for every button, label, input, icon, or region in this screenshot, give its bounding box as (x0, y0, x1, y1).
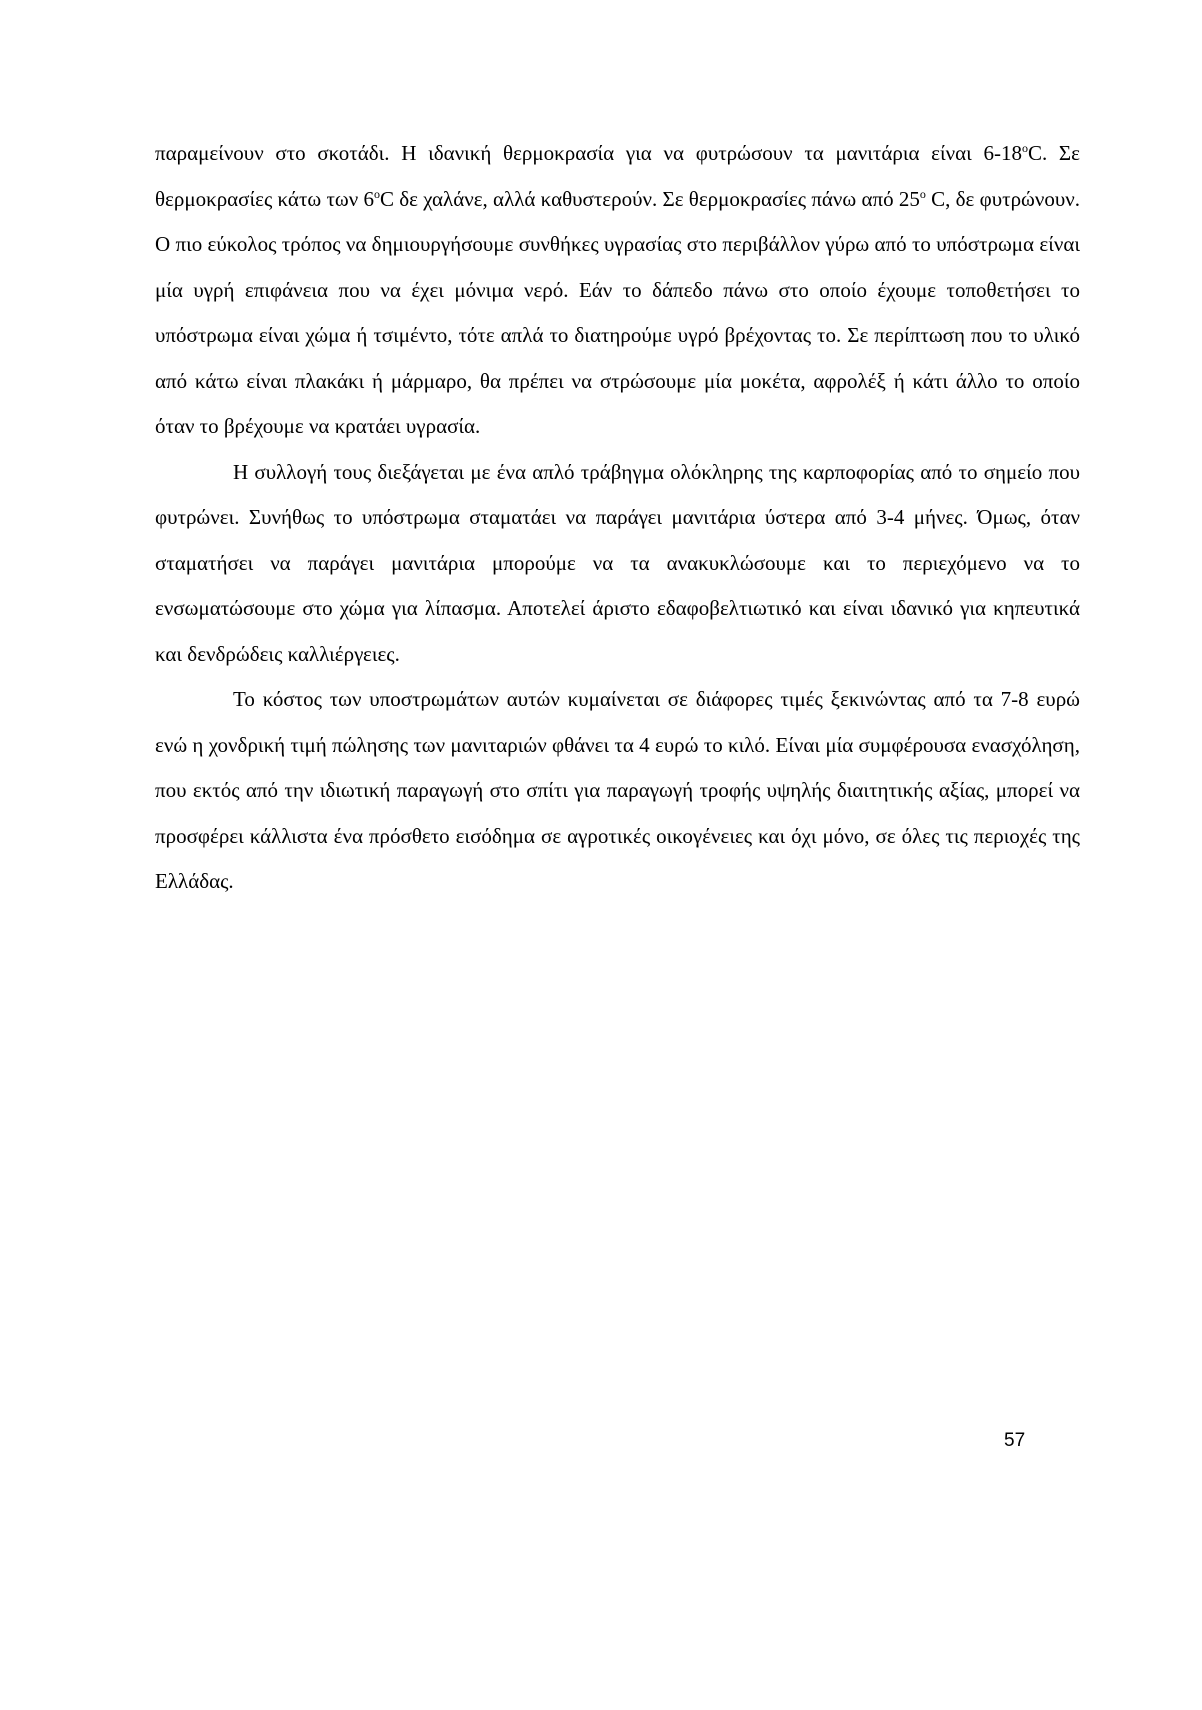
page-number: 57 (1004, 1430, 1026, 1451)
paragraph-1-part-b: C. Σε θερμοκρασίες κάτω των 6 (155, 141, 1080, 211)
body-text (155, 131, 1080, 905)
paragraph-1-part-c: C δε χαλάνε, αλλά καθυστερούν. Σε θερμοκρασίες πάνω από 25 (379, 186, 920, 211)
paragraph-cost: Το κόστος των υποστρωμάτων αυτών κυμαίνεται σε διάφορες τιμές ξεκινώντας από τα 7-8 ευρώ ενώ η χονδρική τιμή πώλησης των μανιταριών φθάνει τα 4 ευρώ το κιλό. Είναι μία συμφέρουσα ενασχόληση, που εκτός από την ιδιωτική παραγωγή στο σπίτι για παραγωγή τροφής υψηλής διαιτητικής αξίας, μπορεί να προσφέρει κάλλιστα ένα πρόσθετο εισόδημα σε αγροτικές οικογένειες και όχι μόνο, σε όλες τις περιοχές της Ελλάδας. (155, 687, 1080, 893)
degree-sign: o (1021, 141, 1028, 155)
degree-sign: o (919, 186, 926, 201)
paragraph-1-part-a: παραμείνουν στο σκοτάδι. Η ιδανική θερμοκρασία για να φυτρώσουν τα μανιτάρια είναι 6-18 (155, 141, 1022, 165)
paragraph-harvest: Η συλλογή τους διεξάγεται με ένα απλό τράβηγμα ολόκληρης της καρποφορίας από το σημείο που φυτρώνει. Συνήθως το υπόστρωμα σταματάει να παράγει μανιτάρια ύστερα από 3-4 μήνες. Όμως, όταν σταματήσει να παράγει μανιτάρια μπορούμε να τα ανακυκλώσουμε και το περιεχόμενο να το ενσωματώσουμε στο χώμα για λίπασμα. Αποτελεί άριστο εδαφοβελτιωτικό και είναι ιδανικό για κηπευτικά και δενδρώδεις καλλιέργειες. (155, 459, 1080, 666)
degree-sign: o (373, 186, 380, 201)
paragraph-growing-conditions (155, 131, 1080, 450)
paragraph-1-part-d: C, δε φυτρώνουν. Ο πιο εύκολος τρόπος να δημιουργήσουμε συνθήκες υγρασίας στο περιβάλλον γύρω από το υπόστρωμα είναι μία υγρή επιφάνεια που να έχει μόνιμα νερό. Εάν το δάπεδο πάνω στο οποίο έχουμε τοποθετήσει το υπόστρωμα είναι χώμα ή τσιμέντο, τότε απλά το διατηρούμε υγρό βρέχοντας το. Σε περίπτωση που το υλικό από κάτω είναι πλακάκι ή μάρμαρο, θα πρέπει να στρώσουμε μία μοκέτα, αφρολέξ ή κάτι άλλο το οποίο όταν το βρέχουμε να κρατάει υγρασία. (155, 186, 1081, 438)
